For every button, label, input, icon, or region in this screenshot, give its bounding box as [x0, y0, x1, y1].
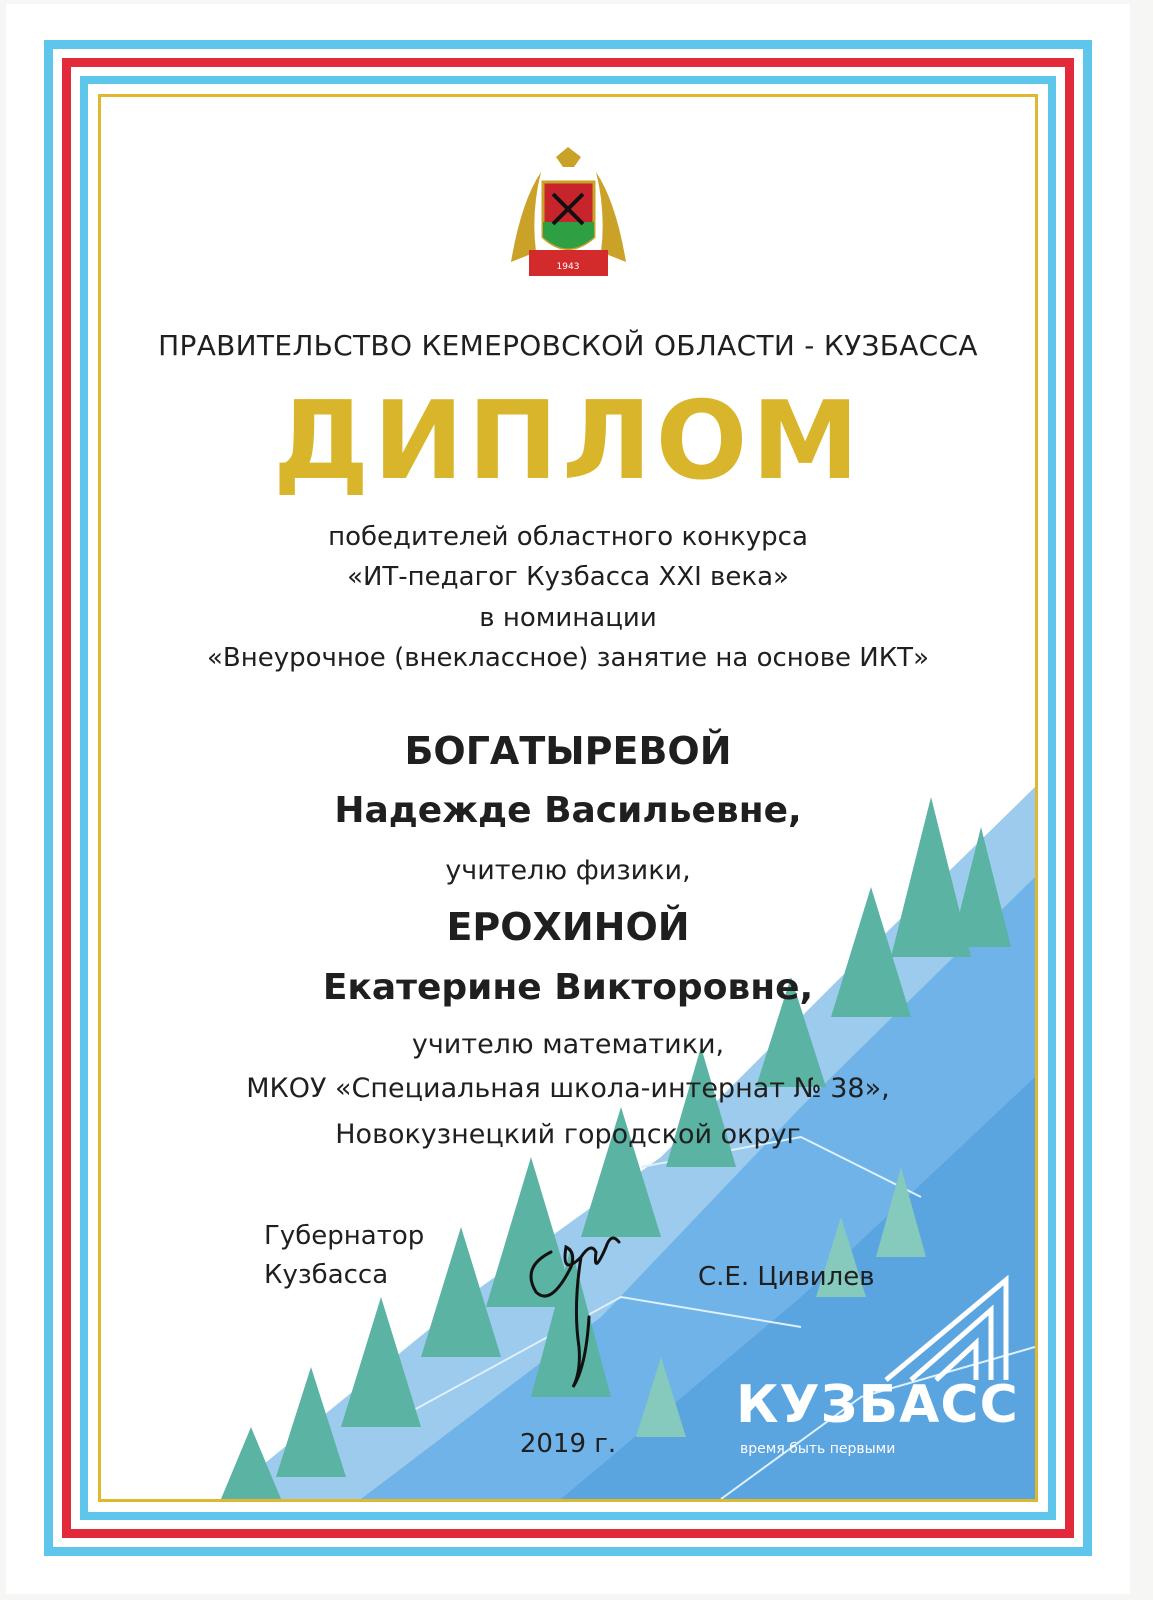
diploma-title: ДИПЛОМ — [273, 379, 863, 504]
mountain-logo-icon — [876, 1275, 1016, 1385]
svg-text:1943: 1943 — [556, 262, 580, 272]
institution-district: Новокузнецкий городской округ — [335, 1119, 801, 1150]
signatory-name: С.Е. Цивилев — [698, 1262, 875, 1292]
issuing-organization: ПРАВИТЕЛЬСТВО КЕМЕРОВСКОЙ ОБЛАСТИ - КУЗБАССА — [158, 329, 978, 362]
diploma-content — [101, 97, 1035, 1499]
diploma-year: 2019 г. — [519, 1429, 617, 1459]
recipient-2-surname: ЕРОХИНОЙ — [446, 905, 690, 949]
signatory-title-line-1: Губернатор — [264, 1221, 425, 1251]
kuzbass-brand — [736, 1275, 1019, 1480]
intro-line-1: победителей областного конкурса — [328, 522, 808, 552]
recipient-2-position: учителю математики, — [411, 1029, 725, 1060]
handwritten-signature — [511, 1197, 641, 1397]
brand-tagline: время быть первыми — [740, 1441, 896, 1457]
intro-line-3: в номинации — [479, 603, 657, 633]
signatory-title — [264, 1217, 424, 1295]
coat-of-arms-icon — [501, 142, 636, 282]
recipient-2-given-name: Екатерине Викторовне, — [322, 967, 814, 1008]
contest-name: «ИТ-педагог Кузбасса XXI века» — [347, 562, 789, 592]
recipient-1-given-name: Надежде Васильевне, — [334, 790, 802, 831]
signatory-title-line-2: Кузбасса — [264, 1260, 389, 1290]
brand-wordmark: КУЗБАСС — [736, 1375, 1019, 1435]
recipient-1-surname: БОГАТЫРЕВОЙ — [404, 729, 732, 773]
institution-name: МКОУ «Специальная школа-интернат № 38», — [246, 1073, 890, 1104]
diploma-sheet — [6, 4, 1130, 1594]
nomination-name: «Внеурочное (внеклассное) занятие на основе ИКТ» — [207, 643, 929, 673]
recipient-1-position: учителю физики, — [445, 855, 691, 886]
